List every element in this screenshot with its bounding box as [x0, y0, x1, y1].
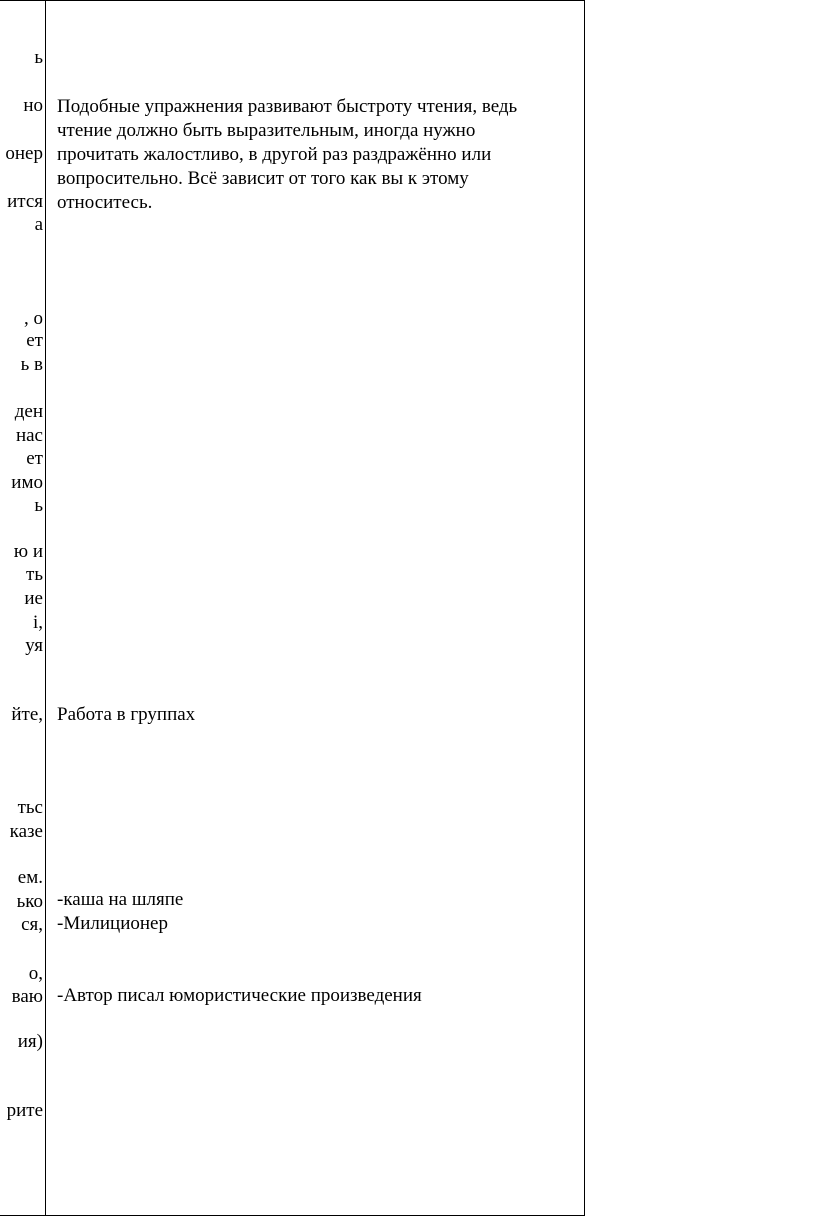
left-fragment: ия): [17, 1031, 43, 1052]
conclusion-line: -Автор писал юмористические произведения: [57, 985, 422, 1006]
left-fragment: онер: [5, 143, 43, 164]
left-fragment: уя: [25, 635, 43, 656]
paragraph-line: вопросительно. Всё зависит от того как вы к этому: [57, 168, 469, 189]
left-fragment: имо: [11, 472, 43, 493]
left-fragment: но: [23, 95, 43, 116]
paragraph-line: относитесь.: [57, 192, 153, 213]
left-fragment: нас: [15, 425, 43, 446]
left-fragment: ть: [26, 564, 43, 585]
left-fragment: ь: [34, 47, 43, 68]
left-fragment: рите: [6, 1100, 43, 1121]
left-fragment: о,: [28, 963, 43, 984]
column-divider: [45, 0, 46, 1216]
left-fragment: ь в: [20, 354, 43, 375]
left-fragment: ден: [14, 401, 43, 422]
answer-line: -Милиционер: [57, 913, 168, 934]
left-fragment: казе: [9, 821, 43, 842]
left-fragment: ваю: [11, 986, 43, 1007]
group-work-label: Работа в группах: [57, 704, 196, 725]
left-fragment: ько: [16, 891, 43, 912]
left-fragment: ь: [34, 495, 43, 516]
paragraph-line: Подобные упражнения развивают быстроту чтения, ведь: [57, 96, 518, 117]
left-fragment: ю и: [13, 541, 43, 562]
left-fragment: , о: [24, 308, 43, 329]
paragraph-line: чтение должно быть выразительным, иногда нужно: [57, 120, 476, 141]
paragraph-line: прочитать жалостливо, в другой раз раздражённо или: [57, 144, 492, 165]
left-fragment: ие: [24, 588, 43, 609]
left-fragment: ет: [26, 448, 43, 469]
left-fragment: ся,: [21, 914, 43, 935]
answer-line: -каша на шляпе: [57, 889, 184, 910]
left-fragment: ится: [7, 191, 43, 212]
left-fragment: а: [34, 214, 43, 235]
left-fragment: ет: [26, 330, 43, 351]
left-fragment: і,: [32, 612, 43, 633]
left-fragment: йте,: [11, 704, 43, 725]
left-column-cut-text: [0, 0, 43, 1216]
left-fragment: ем.: [17, 867, 43, 888]
left-fragment: тьс: [17, 797, 43, 818]
